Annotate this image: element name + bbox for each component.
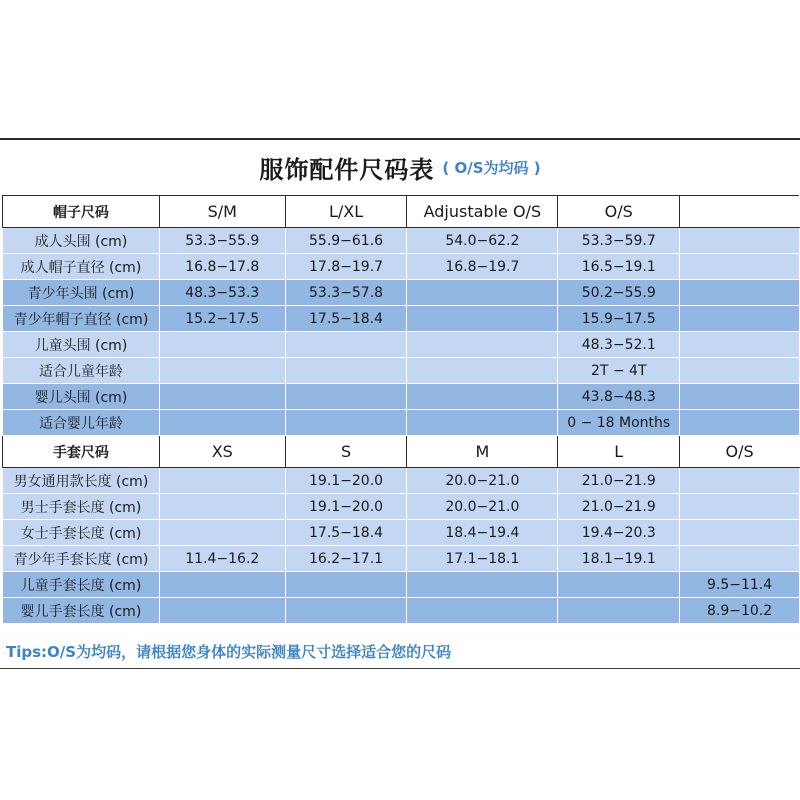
size-value-cell <box>159 520 285 546</box>
table-row <box>3 332 800 358</box>
size-value-cell: 17.8−19.7 <box>285 254 407 280</box>
size-value-cell <box>558 598 680 624</box>
size-value-cell: 53.3−59.7 <box>558 228 680 254</box>
size-value-cell <box>285 598 407 624</box>
size-value-cell: 16.5−19.1 <box>558 254 680 280</box>
size-header-cell: L/XL <box>285 196 407 228</box>
size-value-cell: 48.3−52.1 <box>558 332 680 358</box>
size-value-cell: 54.0−62.2 <box>407 228 558 254</box>
size-value-cell <box>680 546 800 572</box>
bottom-rule <box>0 668 800 669</box>
table-row <box>3 358 800 384</box>
size-value-cell: 16.8−19.7 <box>407 254 558 280</box>
size-value-cell <box>680 410 800 436</box>
row-label: 男女通用款长度 (cm) <box>3 468 160 494</box>
size-value-cell <box>407 280 558 306</box>
size-value-cell <box>680 468 800 494</box>
size-value-cell <box>680 280 800 306</box>
size-value-cell <box>407 332 558 358</box>
size-value-cell: 17.5−18.4 <box>285 520 407 546</box>
size-value-cell: 21.0−21.9 <box>558 494 680 520</box>
size-value-cell <box>680 358 800 384</box>
size-value-cell: 55.9−61.6 <box>285 228 407 254</box>
size-value-cell <box>159 468 285 494</box>
size-value-cell: 53.3−57.8 <box>285 280 407 306</box>
gloves-header-row <box>3 436 800 468</box>
size-value-cell: 19.4−20.3 <box>558 520 680 546</box>
size-value-cell: 15.9−17.5 <box>558 306 680 332</box>
size-value-cell: 16.2−17.1 <box>285 546 407 572</box>
size-value-cell <box>285 572 407 598</box>
size-header-cell: O/S <box>680 436 800 468</box>
size-value-cell: 53.3−55.9 <box>159 228 285 254</box>
size-value-cell <box>680 494 800 520</box>
row-label: 成人帽子直径 (cm) <box>3 254 160 280</box>
size-chart-table <box>2 195 800 624</box>
size-header-cell: M <box>407 436 558 468</box>
size-header-cell <box>680 196 800 228</box>
size-value-cell <box>285 384 407 410</box>
row-label: 适合儿童年龄 <box>3 358 160 384</box>
size-value-cell <box>159 384 285 410</box>
size-value-cell <box>680 306 800 332</box>
row-label: 适合婴儿年龄 <box>3 410 160 436</box>
size-value-cell <box>680 520 800 546</box>
top-rule <box>0 138 800 140</box>
size-value-cell <box>407 410 558 436</box>
size-value-cell <box>407 358 558 384</box>
size-value-cell: 17.1−18.1 <box>407 546 558 572</box>
size-value-cell: 17.5−18.4 <box>285 306 407 332</box>
table-row <box>3 228 800 254</box>
size-value-cell: 18.4−19.4 <box>407 520 558 546</box>
size-header-cell: O/S <box>558 196 680 228</box>
size-value-cell <box>285 358 407 384</box>
title-main: 服饰配件尺码表 <box>259 155 435 184</box>
size-value-cell: 8.9−10.2 <box>680 598 800 624</box>
row-label: 儿童头围 (cm) <box>3 332 160 358</box>
table-row <box>3 546 800 572</box>
size-value-cell: 21.0−21.9 <box>558 468 680 494</box>
hats-header-row <box>3 196 800 228</box>
table-row <box>3 598 800 624</box>
size-value-cell <box>285 332 407 358</box>
size-header-cell: L <box>558 436 680 468</box>
size-value-cell <box>407 572 558 598</box>
size-value-cell <box>159 598 285 624</box>
size-value-cell <box>407 384 558 410</box>
table-row <box>3 254 800 280</box>
size-value-cell: 15.2−17.5 <box>159 306 285 332</box>
size-value-cell: 2T − 4T <box>558 358 680 384</box>
gloves-size-label: 手套尺码 <box>3 436 160 468</box>
size-value-cell <box>558 572 680 598</box>
size-value-cell: 43.8−48.3 <box>558 384 680 410</box>
table-row <box>3 306 800 332</box>
size-value-cell <box>159 494 285 520</box>
row-label: 女士手套长度 (cm) <box>3 520 160 546</box>
row-label: 婴儿手套长度 (cm) <box>3 598 160 624</box>
size-value-cell: 11.4−16.2 <box>159 546 285 572</box>
row-label: 婴儿头围 (cm) <box>3 384 160 410</box>
row-label: 男士手套长度 (cm) <box>3 494 160 520</box>
row-label: 青少年手套长度 (cm) <box>3 546 160 572</box>
size-value-cell <box>680 254 800 280</box>
size-value-cell: 0 − 18 Months <box>558 410 680 436</box>
size-value-cell: 19.1−20.0 <box>285 494 407 520</box>
size-value-cell: 16.8−17.8 <box>159 254 285 280</box>
size-header-cell: XS <box>159 436 285 468</box>
size-value-cell <box>159 358 285 384</box>
size-value-cell <box>680 228 800 254</box>
size-header-cell: Adjustable O/S <box>407 196 558 228</box>
size-value-cell: 50.2−55.9 <box>558 280 680 306</box>
size-value-cell <box>407 306 558 332</box>
size-header-cell: S/M <box>159 196 285 228</box>
row-label: 儿童手套长度 (cm) <box>3 572 160 598</box>
size-value-cell: 20.0−21.0 <box>407 468 558 494</box>
size-value-cell: 19.1−20.0 <box>285 468 407 494</box>
table-title <box>0 146 800 188</box>
row-label: 成人头围 (cm) <box>3 228 160 254</box>
size-header-cell: S <box>285 436 407 468</box>
hats-size-label: 帽子尺码 <box>3 196 160 228</box>
title-note: ( O/S为均码 ) <box>442 158 541 177</box>
tips-text: Tips:O/S为均码，请根据您身体的实际测量尺寸选择适合您的尺码 <box>6 643 452 661</box>
table-row <box>3 468 800 494</box>
size-value-cell <box>680 332 800 358</box>
size-value-cell: 9.5−11.4 <box>680 572 800 598</box>
size-value-cell: 48.3−53.3 <box>159 280 285 306</box>
table-row <box>3 410 800 436</box>
table-row <box>3 384 800 410</box>
size-value-cell <box>159 572 285 598</box>
table-row <box>3 280 800 306</box>
size-value-cell <box>159 410 285 436</box>
row-label: 青少年帽子直径 (cm) <box>3 306 160 332</box>
size-value-cell: 20.0−21.0 <box>407 494 558 520</box>
size-value-cell: 18.1−19.1 <box>558 546 680 572</box>
row-label: 青少年头围 (cm) <box>3 280 160 306</box>
table-row <box>3 520 800 546</box>
size-value-cell <box>407 598 558 624</box>
size-value-cell <box>159 332 285 358</box>
table-row <box>3 494 800 520</box>
size-value-cell <box>680 384 800 410</box>
size-value-cell <box>285 410 407 436</box>
table-row <box>3 572 800 598</box>
